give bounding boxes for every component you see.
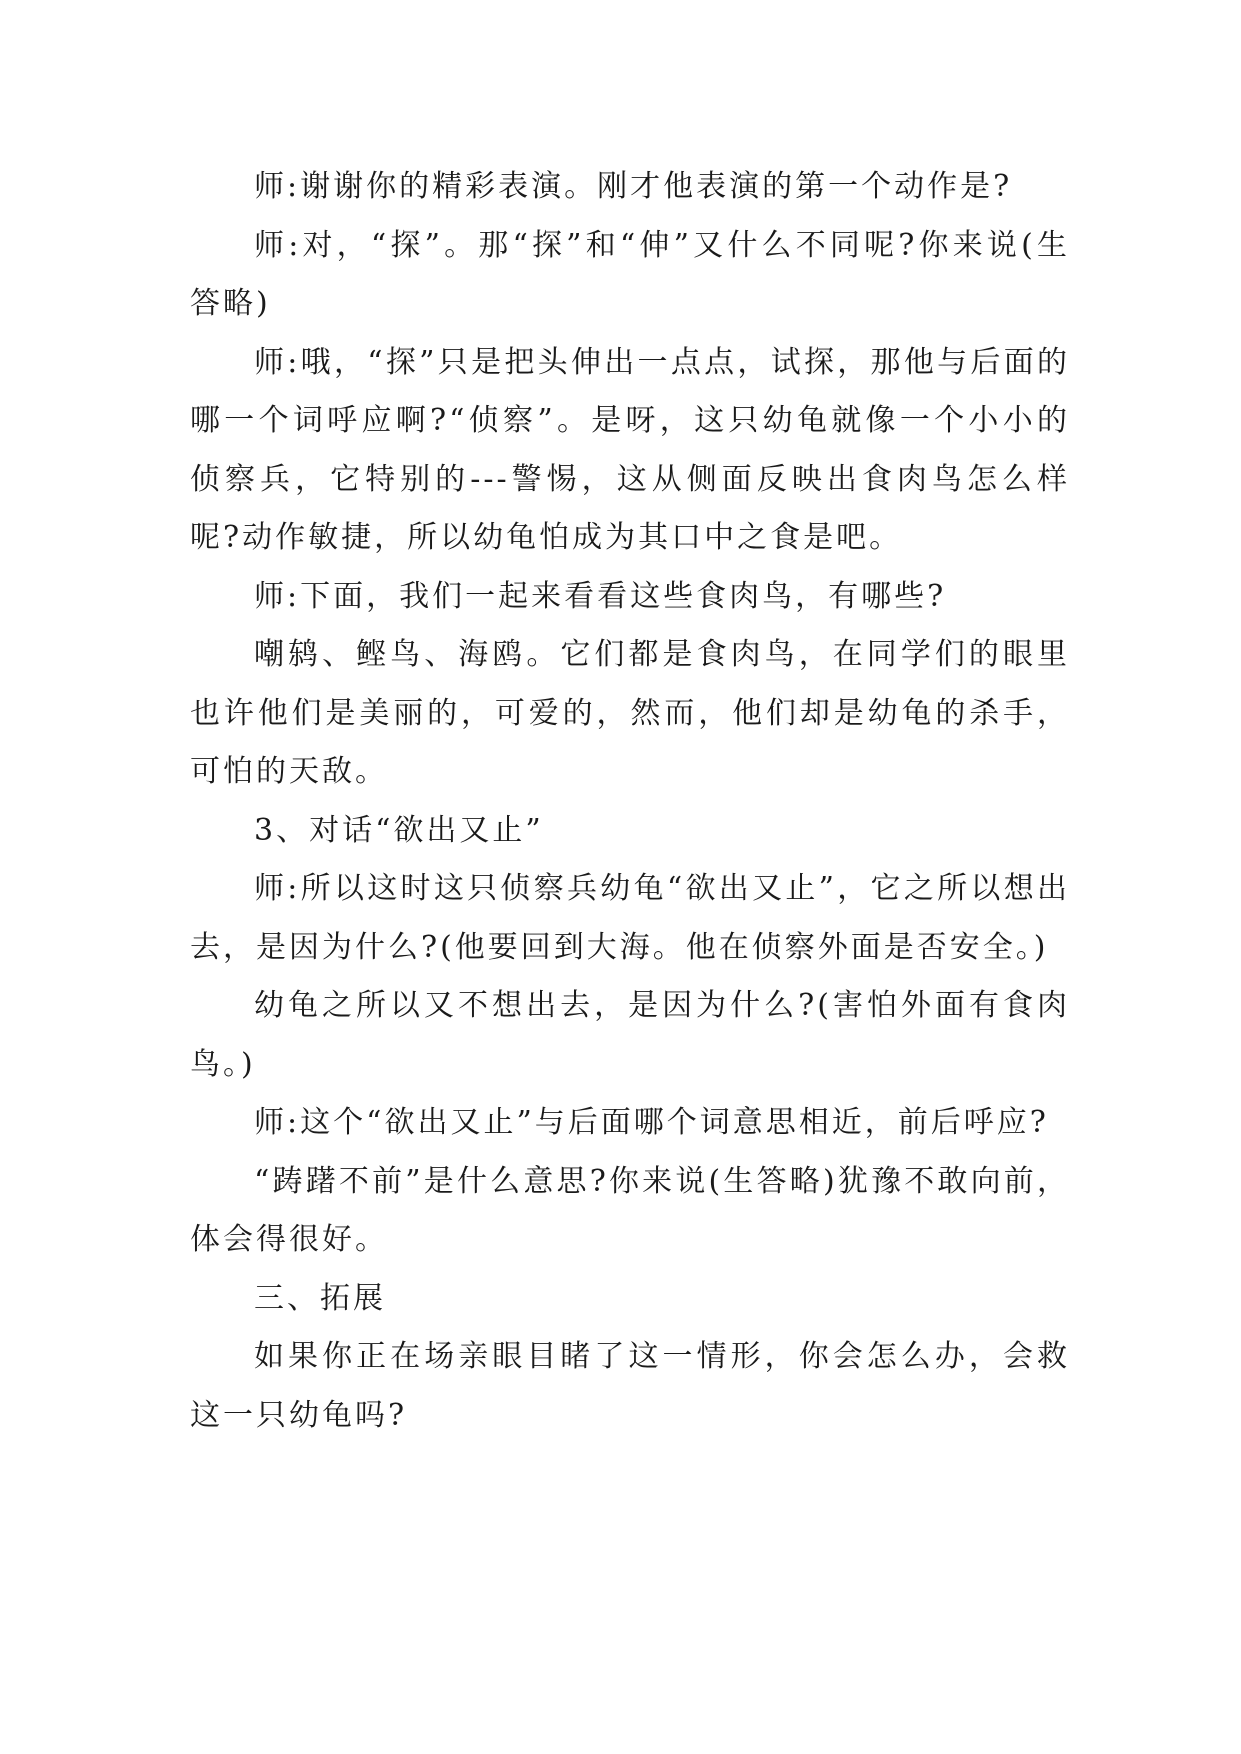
section-heading-extension: 三、拓展 (254, 1280, 386, 1316)
paragraph-5: 嘲鸫、鲣鸟、海鸥。它们都是食肉鸟，在同学们的眼里也许他们是美丽的，可爱的，然而，他们却是幼龟的杀手，可怕的天敌。 (190, 637, 1070, 789)
paragraph-3: 师:哦，“探”只是把头伸出一点点，试探，那他与后面的哪一个词呼应啊?“侦察”。是呀，这只幼龟就像一个小小的侦察兵，它特别的---警惕，这从侧面反映出食肉鸟怎么样呢?动作敏捷，所以幼龟怕成为其口中之食是吧。 (190, 344, 1070, 555)
paragraph-12: 如果你正在场亲眼目睹了这一情形，你会怎么办，会救这一只幼龟吗? (190, 1339, 1070, 1433)
paragraph-2: 师:对，“探”。那“探”和“伸”又什么不同呢?你来说(生答略) (190, 227, 1070, 321)
paragraph-7: 师:所以这时这只侦察兵幼龟“欲出又止”，它之所以想出去，是因为什么?(他要回到大海。他在侦察外面是否安全。) (190, 871, 1070, 965)
paragraph-1: 师:谢谢你的精彩表演。刚才他表演的第一个动作是? (254, 169, 1013, 204)
paragraph-9: 师:这个“欲出又止”与后面哪个词意思相近，前后呼应? (254, 1105, 1049, 1140)
document-body (190, 158, 1070, 1445)
paragraph-10: “踌躇不前”是什么意思?你来说(生答略)犹豫不敢向前，体会得很好。 (190, 1163, 1070, 1257)
paragraph-8: 幼龟之所以又不想出去，是因为什么?(害怕外面有食肉鸟。) (190, 988, 1070, 1082)
section-heading-dialogue: 3、对话“欲出又止” (254, 812, 544, 848)
paragraph-4: 师:下面，我们一起来看看这些食肉鸟，有哪些? (254, 578, 947, 614)
